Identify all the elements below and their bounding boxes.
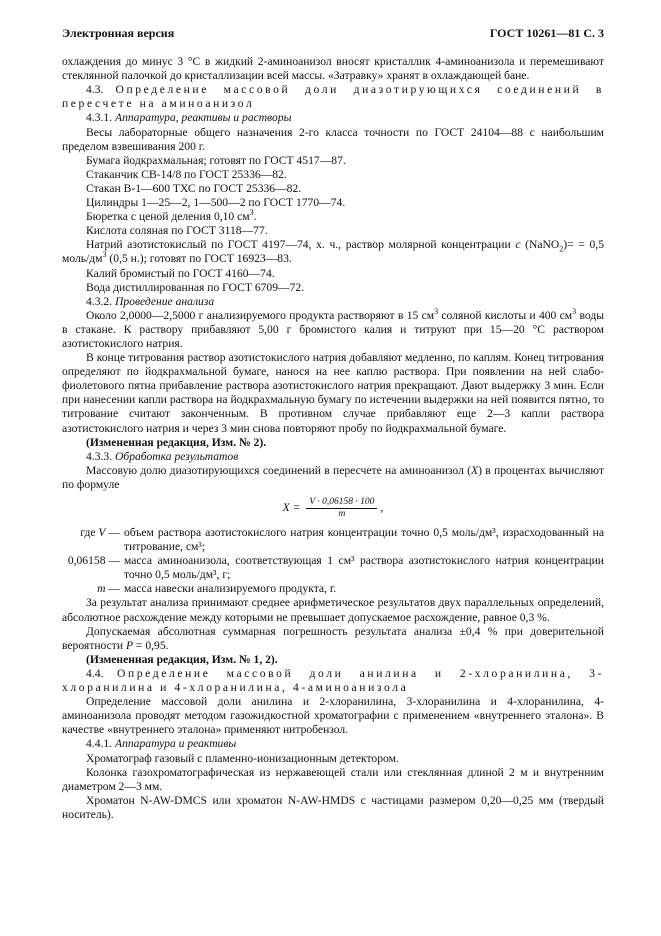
section-number: 4.3.: [86, 83, 104, 97]
equipment-item: Калий бромистый по ГОСТ 4160—74.: [86, 266, 275, 280]
section-4-4-1-heading: [62, 737, 604, 751]
revision-note: (Измененная редакция, Изм. № 2).: [86, 435, 267, 449]
formula-end: ,: [380, 501, 384, 515]
text: 0,06158: [67, 554, 106, 568]
paragraph-result-2: [62, 625, 604, 653]
equipment-item: Цилиндры 1—25—2, 1—500—2 по ГОСТ 1770—74.: [86, 196, 346, 210]
section-title: Определение массовой доли анилина и 2-хлоранилина, 3-хлоранилина и 4-хлоранилина, 4-аминоанизола: [62, 666, 604, 695]
formula-lhs: X =: [282, 501, 301, 515]
section-4-3-heading: [62, 83, 604, 111]
variable-definition: объем раствора азотистокислого натрия концентрации точно 0,5 моль/дм³, израсходованный на титрование, см³;: [124, 526, 604, 554]
section-4-4-heading: [62, 667, 604, 695]
document-page: [62, 26, 604, 822]
variable-key: [62, 526, 120, 554]
symbol: c: [515, 238, 521, 252]
variable-key: [62, 554, 120, 582]
section-title: Обработка результатов: [115, 449, 239, 463]
text: Натрий азотистокислый по ГОСТ 4197—74, х. ч., раствор молярной концентрации: [86, 238, 516, 252]
equipment-item: Бумага йодкрахмальная; готовят по ГОСТ 4517—87.: [86, 153, 346, 167]
formula-numerator: V · 0,06158 · 100: [306, 497, 377, 509]
equipment-item: Хроматограф газовый с пламенно-ионизационным детектором.: [86, 751, 399, 765]
paragraph-intro: охлаждения до минус 3 °С в жидкий 2-аминоанизол вносят кристаллик 4-аминоанизола и перемешивают стеклянной палочкой до кристаллизации всей массы. «Затравку» хранят в охлаждающей бане.: [62, 55, 604, 83]
formula-denominator: m: [338, 509, 346, 519]
section-4-3-2-heading: [62, 295, 604, 309]
text: Массовую долю диазотирующихся соединений в пересчете на аминоанизол (: [86, 463, 472, 477]
section-title: Аппаратура и реактивы: [115, 737, 237, 751]
header-edition: Электронная версия: [62, 26, 175, 40]
paragraph-calculation: [62, 464, 604, 492]
superscript: 3: [249, 208, 254, 218]
text: воды в стакане. К раствору прибавляют 5,00 г бромистого калия и титруют при 15—20 °С раствором азотистокислого натрия.: [62, 308, 605, 350]
header-standard: ГОСТ 10261—81 С. 3: [489, 26, 604, 40]
text: соляной кислоты и 400 см: [438, 308, 573, 322]
text: )= = 0,5 моль/дм: [62, 238, 604, 266]
symbol: V: [98, 526, 106, 539]
section-title: Проведение анализа: [115, 294, 215, 308]
text: (NaNO: [520, 238, 560, 252]
paragraph-4-4: Определение массовой доли анилина и 2-хлоранилина, 3-хлоранилина и 4-хлоранилина, 4-аминоанизола проводят методом газожидкостной хроматографии с применением «внутреннего эталона». В качестве «внутреннего эталона» применяют нитробензол.: [62, 695, 604, 737]
text: .: [253, 210, 257, 224]
equipment-item: Кислота соляная по ГОСТ 3118—77.: [86, 224, 268, 238]
equipment-item: Хроматон N-AW-DMCS или хроматон N-AW-HMDS с частицами размером 0,20—0,25 мм (твердый носитель).: [62, 793, 604, 821]
text: = 0,95.: [133, 638, 169, 652]
paragraph-analysis-2: В конце титрования раствор азотистокислого натрия добавляют медленно, по каплям. Конец титрования определяют по йодкрахмальной бумаге, нанося на нее каплю раствора. При появлении на ней слабо-фиолетового пятна прибавление раствора азотистокислого натрия прекращают. Дают выдержку 3 мин. Если при нанесении капли раствора на йодкрахмальную бумагу по истечении выдержки на ней появится пятно, то титрование считают законченным. В противном случае прибавляют еще 2—3 капли раствора азотистокислого натрия и через 3 мин снова повторяют пробу по йодкрахмальной бумаге.: [62, 351, 604, 435]
section-number: 4.4.1.: [86, 737, 113, 751]
equipment-item: Весы лабораторные общего назначения 2-го класса точности по ГОСТ 24104—88 с наибольшим пределом взвешивания 200 г.: [62, 125, 604, 153]
text: где: [80, 526, 99, 539]
text: (0,5 н.); готовят по ГОСТ 16923—83.: [106, 252, 292, 266]
section-number: 4.4.: [86, 666, 104, 680]
section-title: Аппаратура, реактивы и растворы: [115, 111, 292, 125]
superscript: 3: [102, 250, 107, 260]
formula-fraction: [306, 497, 377, 520]
equipment-item: Стаканчик СВ-14/8 по ГОСТ 25336—82.: [86, 167, 287, 181]
text: ) в процентах вычисляют по формуле: [62, 463, 604, 491]
variable-definition: масса навески анализируемого продукта, г.: [124, 582, 337, 596]
text: Допускаемая абсолютная суммарная погрешность результата анализа ±0,4 % при доверительной вероятности: [62, 624, 604, 652]
revision-note: (Измененная редакция, Изм. № 1, 2).: [86, 652, 278, 666]
page-header: [62, 26, 604, 40]
section-number: 4.3.1.: [86, 111, 113, 125]
text: Около 2,0000—2,5000 г анализируемого продукта растворяют в 15 см: [86, 308, 435, 322]
section-number: 4.3.2.: [86, 294, 113, 308]
equipment-item-burette: [62, 210, 604, 224]
formula: [62, 497, 604, 520]
text: —: [105, 582, 120, 596]
superscript: 3: [572, 306, 577, 316]
section-4-3-1-heading: [62, 111, 604, 125]
equipment-item-nitrite: [62, 238, 604, 266]
text: —: [105, 554, 120, 568]
equipment-item: Вода дистиллированная по ГОСТ 6709—72.: [86, 280, 305, 294]
section-number: 4.3.3.: [86, 449, 113, 463]
variable-key: [62, 582, 120, 596]
symbol: X: [471, 463, 479, 477]
superscript: 3: [434, 306, 439, 316]
symbol: m: [97, 582, 106, 596]
equipment-item: Стакан В-1—600 ТХС по ГОСТ 25336—82.: [86, 181, 302, 195]
text: —: [105, 526, 120, 539]
symbol: P: [125, 638, 134, 652]
section-4-3-3-heading: [62, 450, 604, 464]
paragraph-result-1: За результат анализа принимают среднее арифметическое результатов двух параллельных определений, абсолютное расхождение между которыми не превышает допускаемое расхождение, равное 0,3 %.: [62, 596, 604, 624]
text: Бюретка с ценой деления 0,10 см: [86, 210, 250, 224]
section-title: Определение массовой доли диазотирующихся соединений в пересчете на аминоанизол: [62, 83, 604, 111]
paragraph-analysis-1: [62, 306, 605, 351]
subscript: 2: [559, 244, 564, 254]
variable-definitions: [62, 526, 604, 596]
equipment-item: Колонка газохроматографическая из нержавеющей стали или стеклянная длиной 2 м и внутренним диаметром 2—3 мм.: [62, 765, 604, 793]
variable-definition: масса аминоанизола, соответствующая 1 см³ раствора азотистокислого натрия концентрации точно 0,5 моль/дм³, г;: [124, 554, 604, 582]
